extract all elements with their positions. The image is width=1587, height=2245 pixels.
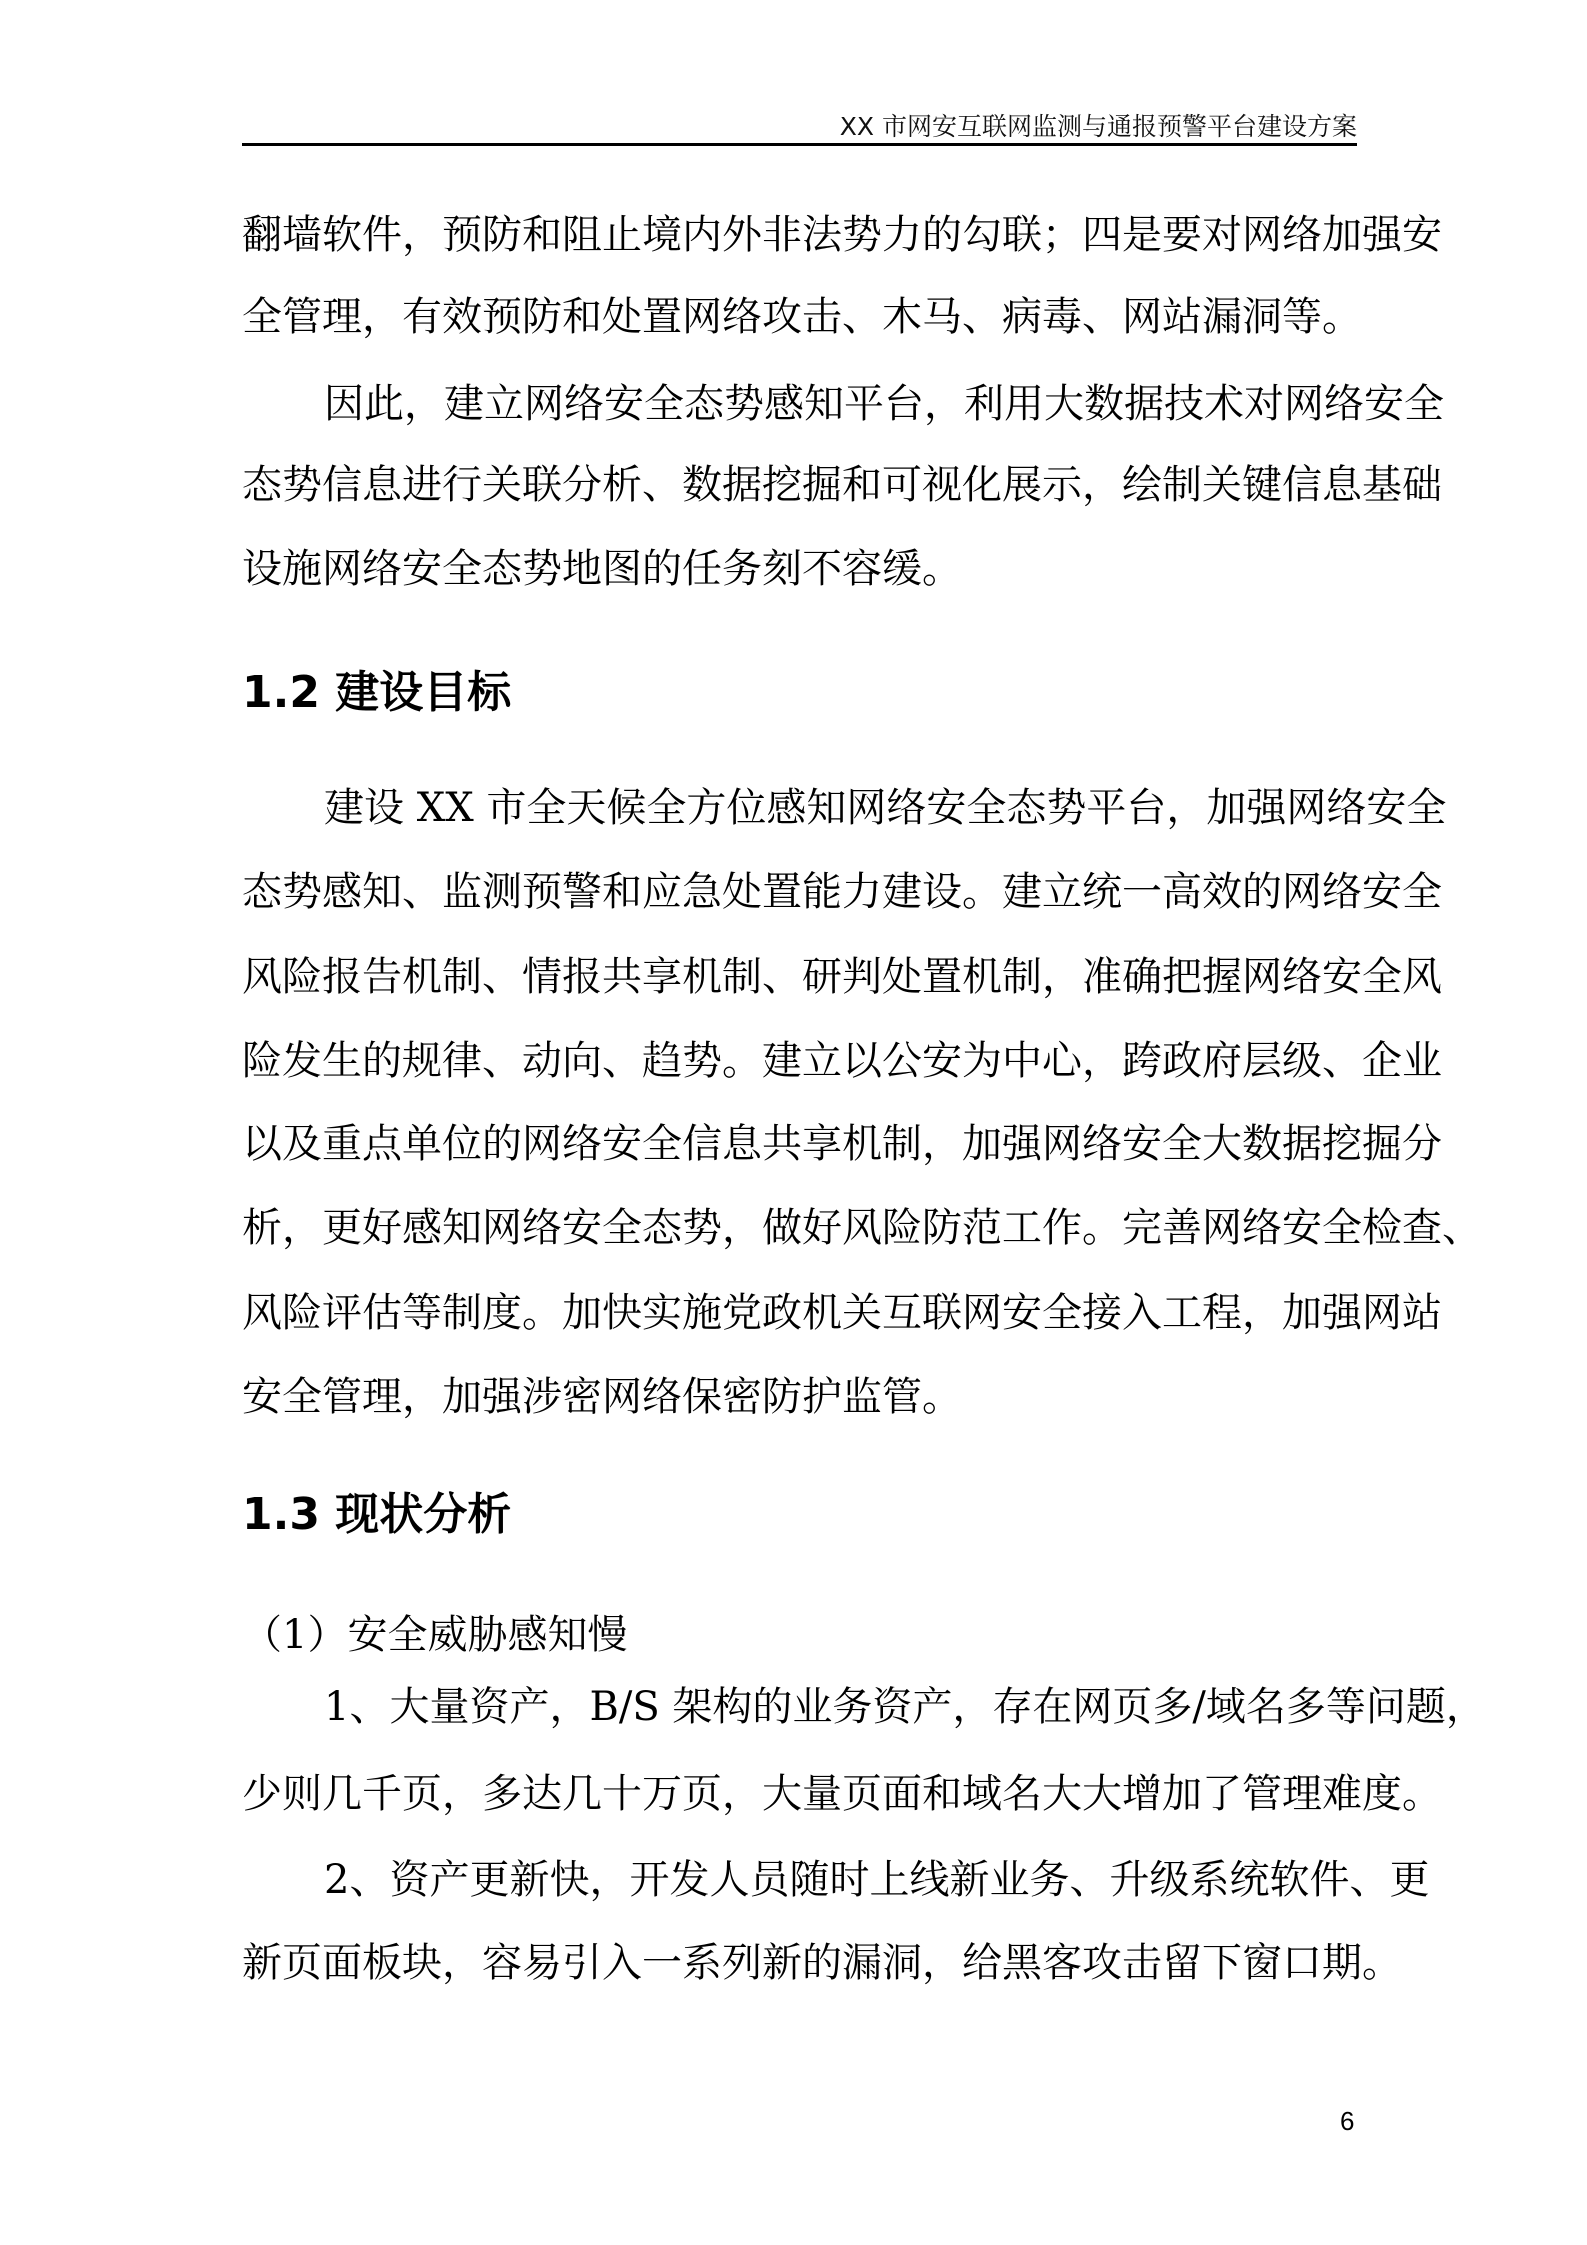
text-line: 翻墙软件，预防和阻止境内外非法势力的勾联；四是要对网络加强安 <box>242 212 1442 258</box>
text-line: 因此，建立网络安全态势感知平台，利用大数据技术对网络安全 <box>324 381 1444 427</box>
text-line: 新页面板块，容易引入一系列新的漏洞，给黑客攻击留下窗口期。 <box>242 1940 1402 1986</box>
running-header: XX 市网安互联网监测与通报预警平台建设方案 <box>839 112 1357 141</box>
text-line: 全管理，有效预防和处置网络攻击、木马、病毒、网站漏洞等。 <box>242 294 1362 340</box>
text-line: 以及重点单位的网络安全信息共享机制，加强网络安全大数据挖掘分 <box>242 1121 1442 1167</box>
page-number: 6 <box>1340 2106 1355 2136</box>
text-line: 少则几千页，多达几十万页，大量页面和域名大大增加了管理难度。 <box>242 1771 1442 1817</box>
text-line: 安全管理，加强涉密网络保密防护监管。 <box>242 1374 962 1420</box>
section-heading-1-2: 1.2 建设目标 <box>242 667 512 718</box>
text-line: 析，更好感知网络安全态势，做好风险防范工作。完善网络安全检查、 <box>242 1205 1482 1251</box>
header-rule <box>242 143 1357 146</box>
text-line: 2、资产更新快，开发人员随时上线新业务、升级系统软件、更 <box>324 1857 1430 1903</box>
section-heading-1-3: 1.3 现状分析 <box>242 1489 512 1540</box>
text-line: 1、大量资产，B/S 架构的业务资产，存在网页多/域名多等问题， <box>324 1684 1486 1730</box>
subheading: （1）安全威胁感知慢 <box>242 1612 628 1658</box>
text-line: 态势信息进行关联分析、数据挖掘和可视化展示，绘制关键信息基础 <box>242 462 1442 508</box>
text-line: 险发生的规律、动向、趋势。建立以公安为中心，跨政府层级、企业 <box>242 1038 1442 1084</box>
text-line: 态势感知、监测预警和应急处置能力建设。建立统一高效的网络安全 <box>242 869 1442 915</box>
text-line: 风险评估等制度。加快实施党政机关互联网安全接入工程，加强网站 <box>242 1290 1442 1336</box>
text-line: 建设 XX 市全天候全方位感知网络安全态势平台，加强网络安全 <box>324 785 1447 831</box>
text-line: 风险报告机制、情报共享机制、研判处置机制，准确把握网络安全风 <box>242 954 1442 1000</box>
text-line: 设施网络安全态势地图的任务刻不容缓。 <box>242 546 962 592</box>
